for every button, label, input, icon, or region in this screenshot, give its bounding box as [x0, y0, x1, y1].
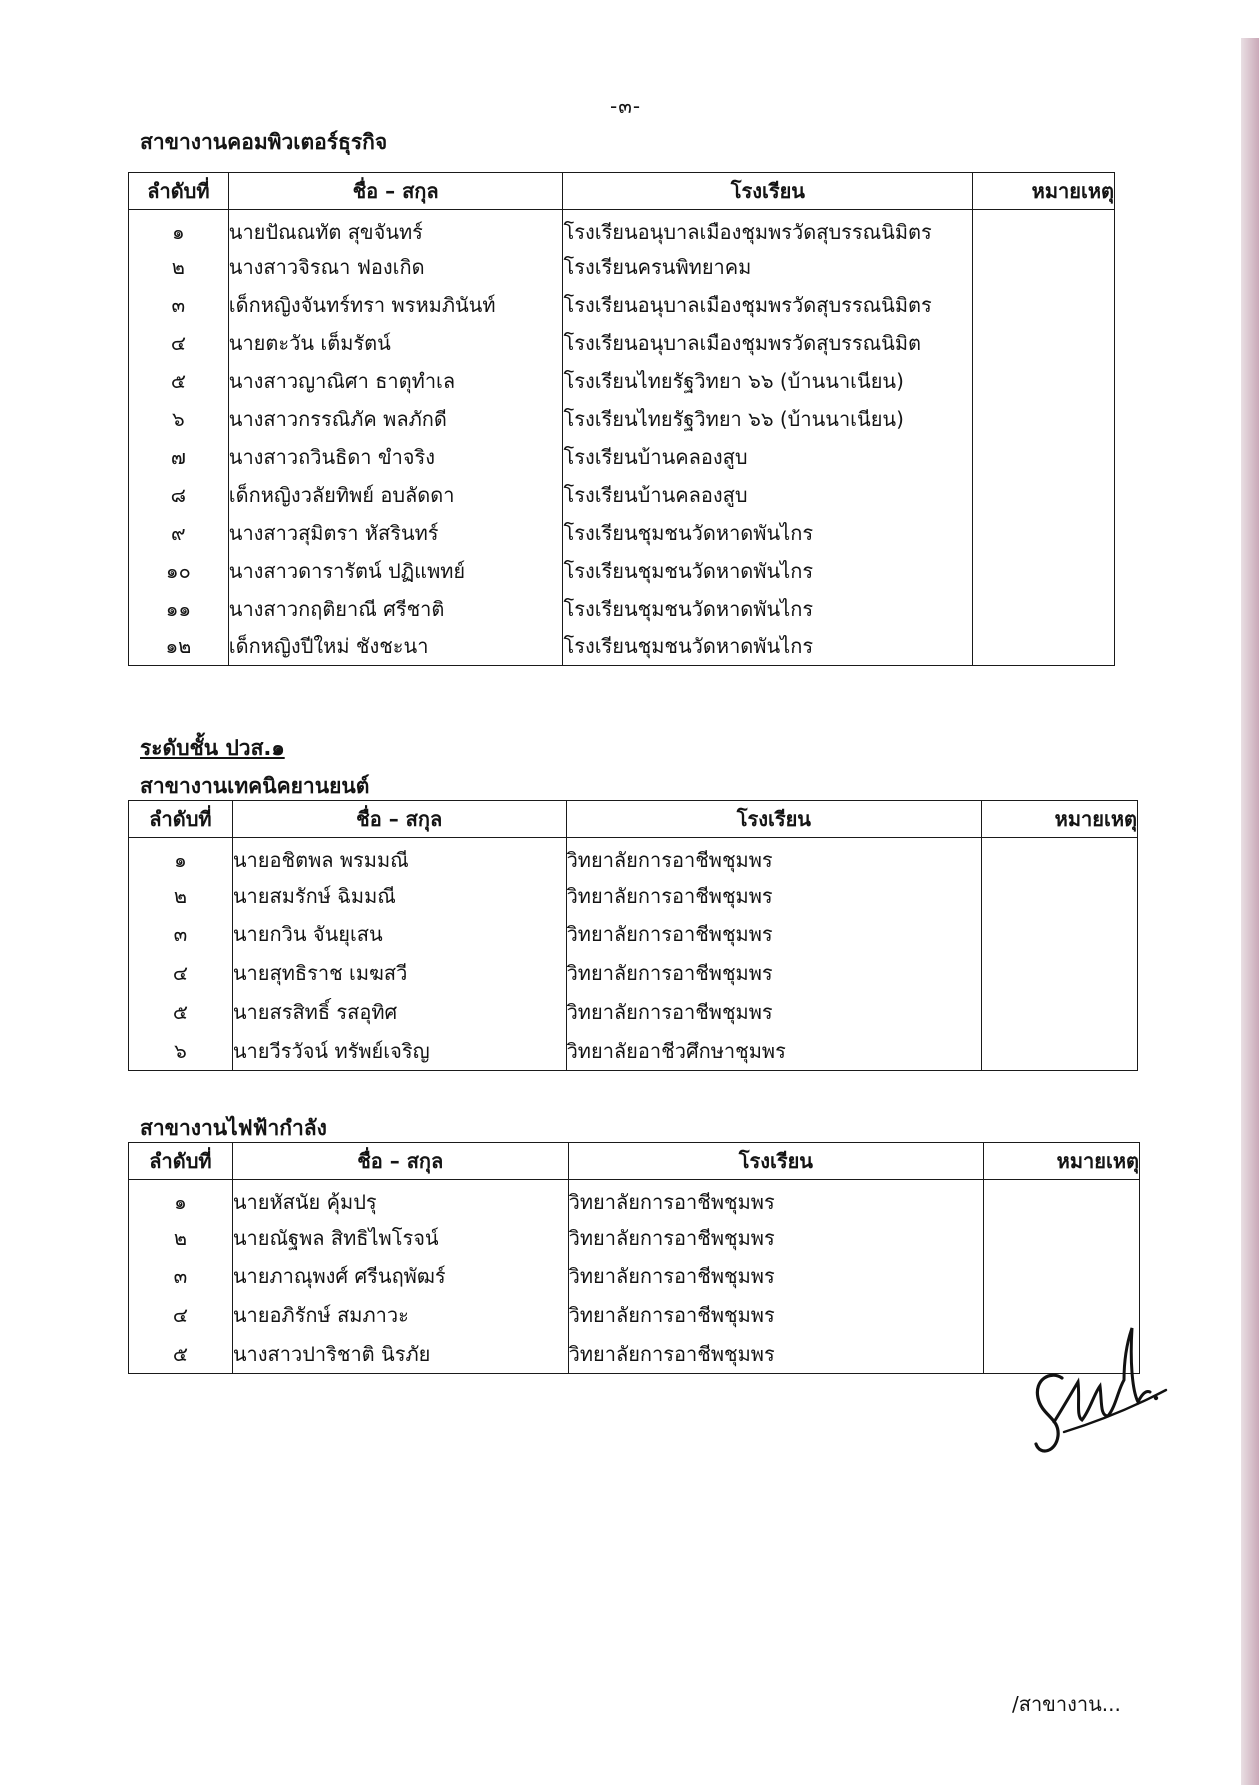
column-header-name: ชื่อ – สกุล — [232, 801, 566, 838]
row-note — [973, 552, 1115, 590]
row-note — [973, 476, 1115, 514]
table-row — [129, 248, 1115, 286]
row-note — [973, 438, 1115, 476]
column-header-no: ลำดับที่ — [129, 801, 233, 838]
student-name: นางสาวสุมิตรา หัสรินทร์ — [228, 514, 563, 552]
row-number: ๔ — [129, 1296, 233, 1335]
student-name: นางสาวญาณิศา ธาตุทำเล — [228, 362, 563, 400]
row-note — [973, 628, 1115, 666]
student-name: นายณัฐพล สิทธิไพโรจน์ — [232, 1218, 568, 1257]
row-number: ๑ — [129, 1180, 233, 1219]
table-row — [129, 1031, 1138, 1070]
roster-table-electrical-power — [128, 1142, 1140, 1374]
student-name: นายหัสนัย คุ้มปรุ — [232, 1180, 568, 1219]
school-name: วิทยาลัยอาชีวศึกษาชุมพร — [566, 1031, 982, 1070]
table-header-row — [129, 801, 1138, 838]
section-heading-computer-business: สาขางานคอมพิวเตอร์ธุรกิจ — [140, 130, 388, 154]
student-name: นายวีรวัจน์ ทรัพย์เจริญ — [232, 1031, 566, 1070]
table-row — [129, 400, 1115, 438]
student-name: เด็กหญิงจันทร์ทรา พรหมภินันท์ — [228, 286, 563, 324]
school-name: โรงเรียนอนุบาลเมืองชุมพรวัดสุบรรณนิมิตร — [563, 286, 973, 324]
row-note — [973, 210, 1115, 248]
school-name: โรงเรียนชุมชนวัดหาดพันไกร — [563, 552, 973, 590]
student-name: นายสรสิทธิ์ รสอุทิศ — [232, 993, 566, 1032]
section-heading-electrical-power: สาขางานไฟฟ้ากำลัง — [140, 1116, 327, 1140]
column-header-school: โรงเรียน — [568, 1143, 984, 1180]
student-name: นางสาวจิรณา ฟองเกิด — [228, 248, 563, 286]
row-note — [973, 400, 1115, 438]
row-number: ๑ — [129, 838, 233, 877]
row-number: ๑ — [129, 210, 229, 248]
student-name: นายตะวัน เต็มรัตน์ — [228, 324, 563, 362]
row-note — [973, 286, 1115, 324]
roster-table-automotive — [128, 800, 1138, 1071]
table-row — [129, 476, 1115, 514]
student-name: นางสาวกฤติยาณี ศรีชาติ — [228, 590, 563, 628]
student-name: นายสุทธิราช เมฆสวี — [232, 954, 566, 993]
row-note — [982, 1031, 1138, 1070]
continue-marker: /สาขางาน... — [1012, 1692, 1121, 1716]
student-name: นางสาวดารารัตน์ ปฏิแพทย์ — [228, 552, 563, 590]
table-row — [129, 210, 1115, 248]
row-number: ๔ — [129, 324, 229, 362]
table-header-row — [129, 173, 1115, 210]
table-row — [129, 514, 1115, 552]
row-note — [973, 324, 1115, 362]
row-number: ๑๒ — [129, 628, 229, 666]
column-header-name: ชื่อ – สกุล — [228, 173, 563, 210]
row-number: ๕ — [129, 362, 229, 400]
signature-image — [1020, 1320, 1170, 1470]
row-note — [973, 514, 1115, 552]
school-name: วิทยาลัยการอาชีพชุมพร — [568, 1218, 984, 1257]
row-note — [973, 590, 1115, 628]
student-name: นายอชิตพล พรมมณี — [232, 838, 566, 877]
student-name: นางสาวปาริชาติ นิรภัย — [232, 1335, 568, 1374]
table-row — [129, 1257, 1140, 1296]
school-name: วิทยาลัยการอาชีพชุมพร — [566, 915, 982, 954]
row-note — [982, 876, 1138, 915]
student-name: นายปัณณทัต สุขจันทร์ — [228, 210, 563, 248]
column-header-note: หมายเหตุ — [984, 1143, 1140, 1180]
school-name: วิทยาลัยการอาชีพชุมพร — [566, 838, 982, 877]
row-number: ๔ — [129, 954, 233, 993]
table-row — [129, 628, 1115, 666]
school-name: โรงเรียนชุมชนวัดหาดพันไกร — [563, 590, 973, 628]
row-note — [982, 993, 1138, 1032]
row-number: ๕ — [129, 993, 233, 1032]
school-name: วิทยาลัยการอาชีพชุมพร — [566, 876, 982, 915]
table-row — [129, 876, 1138, 915]
row-note — [973, 362, 1115, 400]
table-row — [129, 954, 1138, 993]
school-name: วิทยาลัยการอาชีพชุมพร — [568, 1296, 984, 1335]
row-number: ๑๑ — [129, 590, 229, 628]
student-name: นายอภิรักษ์ สมภาวะ — [232, 1296, 568, 1335]
student-name: นางสาวกรรณิภัค พลภักดี — [228, 400, 563, 438]
row-note — [973, 248, 1115, 286]
row-number: ๓ — [129, 915, 233, 954]
row-number: ๓ — [129, 1257, 233, 1296]
student-name: นายภาณุพงศ์ ศรีนฤพัฒร์ — [232, 1257, 568, 1296]
column-header-no: ลำดับที่ — [129, 173, 229, 210]
column-header-note: หมายเหตุ — [982, 801, 1138, 838]
table-row — [129, 1218, 1140, 1257]
row-number: ๖ — [129, 1031, 233, 1070]
table-row — [129, 1296, 1140, 1335]
table-row — [129, 993, 1138, 1032]
school-name: โรงเรียนไทยรัฐวิทยา ๖๖ (บ้านนาเนียน) — [563, 400, 973, 438]
section-heading-automotive: สาขางานเทคนิคยานยนต์ — [140, 774, 370, 798]
column-header-name: ชื่อ – สกุล — [232, 1143, 568, 1180]
row-number: ๒ — [129, 248, 229, 286]
row-number: ๖ — [129, 400, 229, 438]
student-name: นางสาวถวินธิดา ขำจริง — [228, 438, 563, 476]
row-number: ๘ — [129, 476, 229, 514]
table-header-row — [129, 1143, 1140, 1180]
student-name: เด็กหญิงวลัยทิพย์ อบลัดดา — [228, 476, 563, 514]
school-name: วิทยาลัยการอาชีพชุมพร — [566, 993, 982, 1032]
school-name: โรงเรียนอนุบาลเมืองชุมพรวัดสุบรรณนิมิตร — [563, 210, 973, 248]
table-row — [129, 362, 1115, 400]
student-name: นายสมรักษ์ ฉิมมณี — [232, 876, 566, 915]
school-name: โรงเรียนชุมชนวัดหาดพันไกร — [563, 514, 973, 552]
table-row — [129, 915, 1138, 954]
school-name: โรงเรียนครนพิทยาคม — [563, 248, 973, 286]
row-number: ๗ — [129, 438, 229, 476]
row-note — [984, 1218, 1140, 1257]
school-name: โรงเรียนอนุบาลเมืองชุมพรวัดสุบรรณนิมิต — [563, 324, 973, 362]
row-note — [982, 838, 1138, 877]
school-name: วิทยาลัยการอาชีพชุมพร — [566, 954, 982, 993]
row-number: ๒ — [129, 876, 233, 915]
row-note — [982, 954, 1138, 993]
school-name: วิทยาลัยการอาชีพชุมพร — [568, 1180, 984, 1219]
row-note — [984, 1180, 1140, 1219]
row-note — [984, 1257, 1140, 1296]
table-row — [129, 1180, 1140, 1219]
row-number: ๑๐ — [129, 552, 229, 590]
student-name: เด็กหญิงปีใหม่ ชังชะนา — [228, 628, 563, 666]
table-row — [129, 552, 1115, 590]
table-row — [129, 838, 1138, 877]
school-name: โรงเรียนบ้านคลองสูบ — [563, 476, 973, 514]
school-name: โรงเรียนบ้านคลองสูบ — [563, 438, 973, 476]
school-name: โรงเรียนชุมชนวัดหาดพันไกร — [563, 628, 973, 666]
column-header-school: โรงเรียน — [563, 173, 973, 210]
table-row — [129, 1335, 1140, 1374]
table-row — [129, 590, 1115, 628]
row-number: ๓ — [129, 286, 229, 324]
table-row — [129, 438, 1115, 476]
level-heading: ระดับชั้น ปวส.๑ — [140, 736, 285, 760]
column-header-no: ลำดับที่ — [129, 1143, 233, 1180]
table-row — [129, 286, 1115, 324]
column-header-note: หมายเหตุ — [973, 173, 1115, 210]
school-name: โรงเรียนไทยรัฐวิทยา ๖๖ (บ้านนาเนียน) — [563, 362, 973, 400]
row-number: ๒ — [129, 1218, 233, 1257]
table-row — [129, 324, 1115, 362]
row-number: ๙ — [129, 514, 229, 552]
school-name: วิทยาลัยการอาชีพชุมพร — [568, 1335, 984, 1374]
student-name: นายกวิน จันยุเสน — [232, 915, 566, 954]
roster-table-computer-business — [128, 172, 1115, 666]
school-name: วิทยาลัยการอาชีพชุมพร — [568, 1257, 984, 1296]
page-edge-shadow — [1241, 38, 1259, 1785]
page-number: -๓- — [610, 94, 642, 118]
column-header-school: โรงเรียน — [566, 801, 982, 838]
row-number: ๕ — [129, 1335, 233, 1374]
row-note — [982, 915, 1138, 954]
